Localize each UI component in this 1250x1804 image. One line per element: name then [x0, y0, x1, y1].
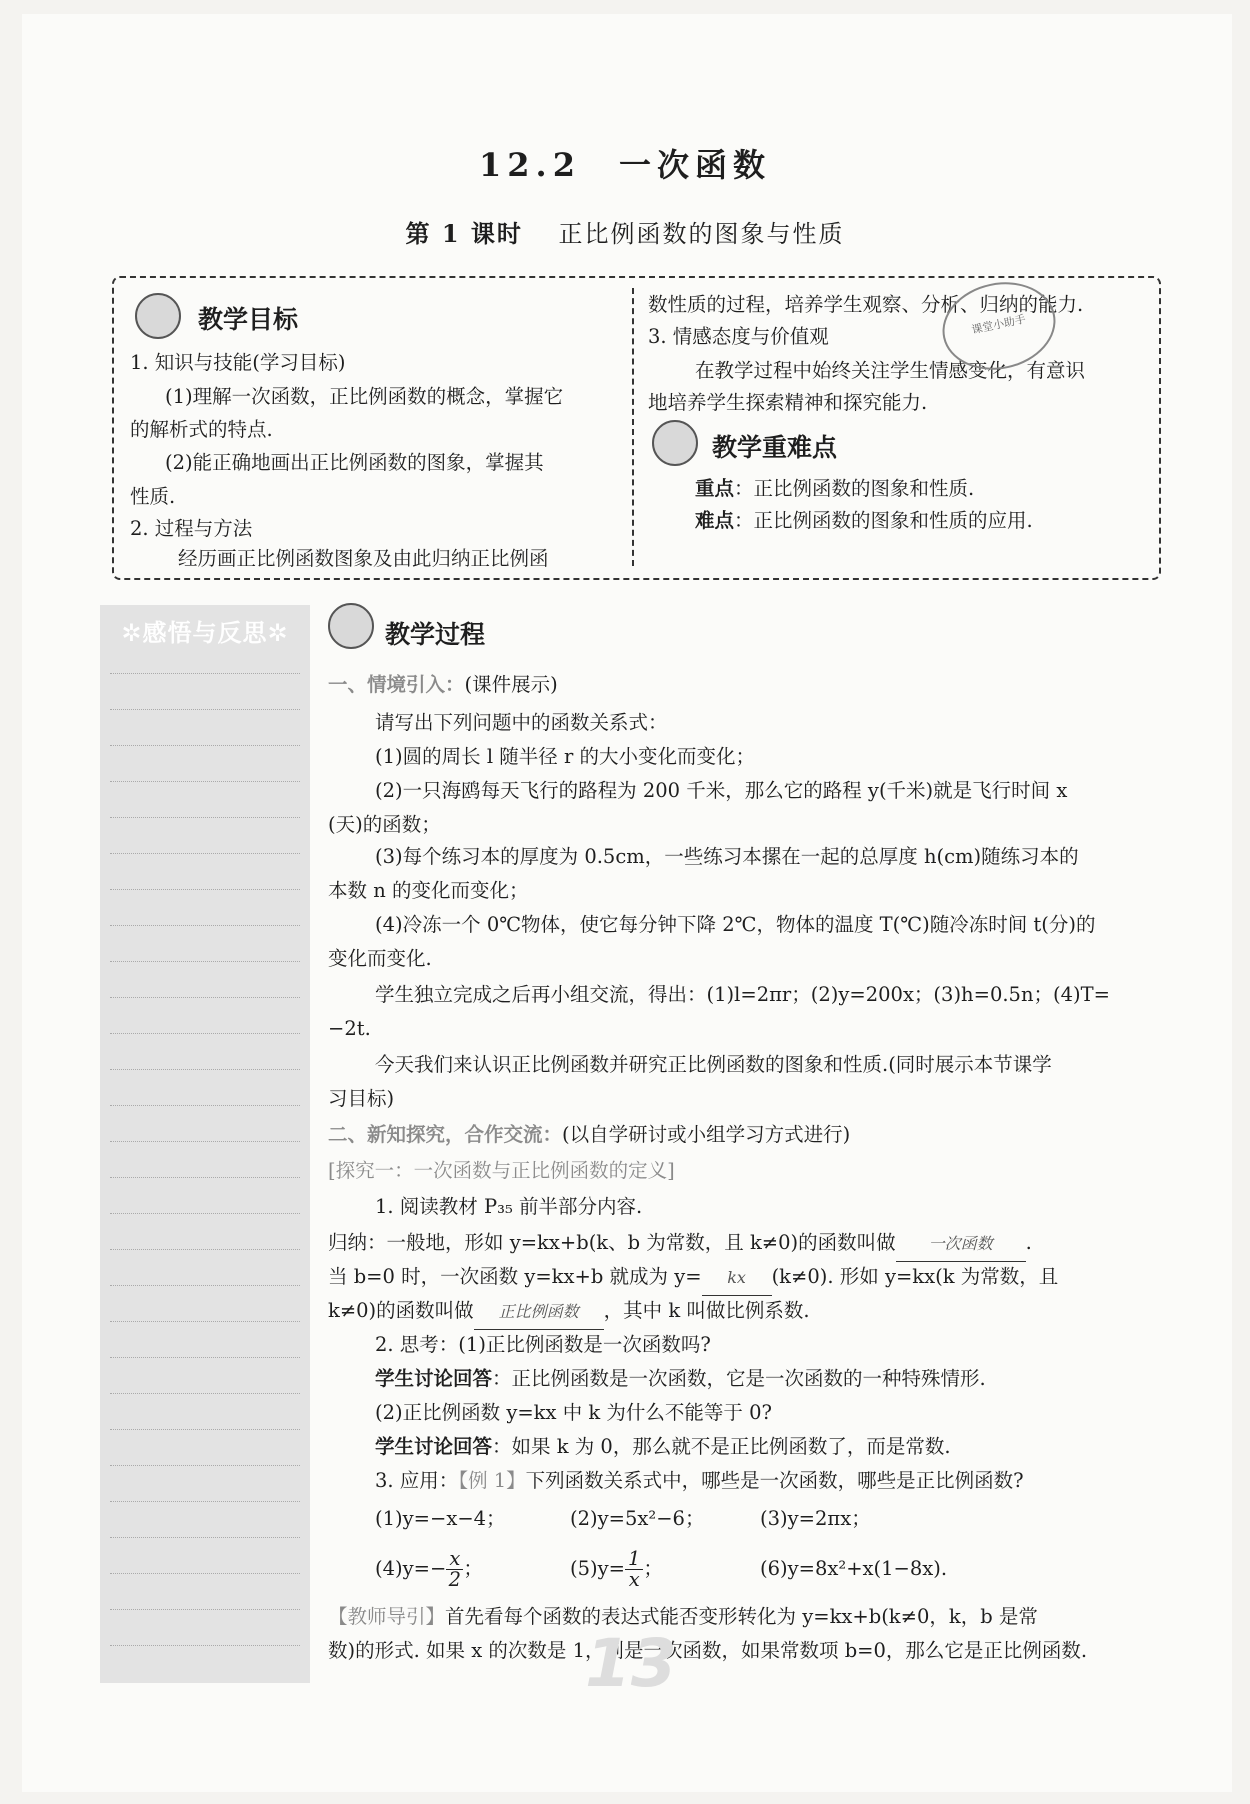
goal-k1-b-2: 性质.	[130, 485, 176, 508]
discussion-line-2	[375, 1430, 951, 1464]
reflection-sidebar	[100, 605, 310, 1683]
example-4	[375, 1545, 483, 1593]
induction-line-2	[328, 1260, 1058, 1296]
blank-proportional-function: 正比例函数	[474, 1295, 604, 1330]
s2-title-line	[328, 1118, 850, 1152]
keypoints-heading: 教学重难点	[712, 433, 838, 462]
note-line	[110, 1465, 300, 1466]
example-5-den: x	[628, 1568, 640, 1591]
induction-text-2a: 当 b=0 时，一次函数 y=kx+b 就成为 y=	[328, 1265, 702, 1288]
note-line	[110, 925, 300, 926]
note-line	[110, 1249, 300, 1250]
example-4-lead: (4)y=−	[375, 1557, 447, 1580]
goal-k1-b-1: (2)能正确地画出正比例函数的图象，掌握其	[165, 451, 544, 474]
apply-text-b: 下列函数关系式中，哪些是一次函数，哪些是正比例函数?	[525, 1469, 1024, 1492]
note-line	[110, 1033, 300, 1034]
discussion-label-1: 学生讨论回答	[375, 1367, 493, 1390]
keypoint-zd-text: ：正比例函数的图象和性质.	[734, 477, 975, 500]
induction-line-1	[328, 1226, 1032, 1262]
process-heading: 教学过程	[385, 620, 486, 649]
induction-line-3	[328, 1294, 810, 1330]
induction-text-3b: ，其中 k 叫做比例系数.	[603, 1299, 810, 1322]
goal-k1-a-1: (1)理解一次函数，正比例函数的概念，掌握它	[165, 385, 564, 408]
student-cap-icon	[328, 603, 374, 649]
reflection-heading: ✲感悟与反思✲	[121, 619, 289, 647]
today-line-1: 今天我们来认识正比例函数并研究正比例函数的图象和性质.(同时展示本节课学	[375, 1053, 1052, 1076]
goal-k3-2: 地培养学生探索精神和探究能力.	[648, 391, 928, 414]
induction-text-1a: 归纳：一般地，形如 y=kx+b(k、b 为常数，且 k≠0)的函数叫做	[328, 1231, 896, 1254]
guide-line-2: 数)的形式. 如果 x 的次数是 1，则是一次函数，如果常数项 b=0，那么它是正比例函数.	[328, 1639, 1088, 1662]
example-5-fraction	[625, 1549, 643, 1590]
example-4-den: 2	[448, 1568, 462, 1591]
guide-tag: 【教师导引】	[328, 1605, 446, 1628]
note-line	[110, 1357, 300, 1358]
student-thinking-icon	[652, 420, 698, 466]
q4-line-2: 变化而变化.	[328, 947, 432, 970]
goal-k2-title: 2. 过程与方法	[130, 517, 253, 540]
example-2: (2)y=5x²−6；	[570, 1507, 705, 1530]
note-line	[110, 709, 300, 710]
goal-k3-1: 在教学过程中始终关注学生情感变化，有意识	[695, 359, 1086, 382]
s1-note: (课件展示)	[464, 673, 558, 696]
note-line	[110, 745, 300, 746]
q3-line-2: 本数 n 的变化而变化；	[328, 879, 529, 902]
blank-kx: kx	[702, 1261, 772, 1296]
note-line	[110, 1537, 300, 1538]
helper-stamp: 课堂小助手	[934, 272, 1063, 380]
lesson-title: 正比例函数的图象与性质	[558, 220, 845, 248]
example-4-num: x	[446, 1549, 463, 1570]
lesson-number: 第 1 课时	[405, 219, 523, 248]
induction-text-1b: .	[1025, 1231, 1032, 1254]
example-5-tail: ；	[643, 1557, 663, 1580]
example-4-tail: ；	[463, 1557, 483, 1580]
note-line	[110, 1393, 300, 1394]
example-5-num: 1	[625, 1549, 643, 1570]
read-line: 1. 阅读教材 P₃₅ 前半部分内容.	[375, 1195, 643, 1218]
box-divider	[632, 288, 634, 566]
example-3: (3)y=2πx；	[760, 1507, 871, 1530]
discussion-line-1	[375, 1362, 986, 1396]
example-6: (6)y=8x²+x(1−8x).	[760, 1557, 948, 1580]
note-line	[110, 1501, 300, 1502]
q1-line: (1)圆的周长 l 随半径 r 的大小变化而变化；	[375, 745, 755, 768]
note-line	[110, 1429, 300, 1430]
goal-k3-title: 3. 情感态度与价值观	[648, 325, 829, 348]
note-line	[110, 1069, 300, 1070]
note-line	[110, 1285, 300, 1286]
note-line	[110, 889, 300, 890]
note-line	[110, 781, 300, 782]
student-reading-icon	[135, 293, 181, 339]
goal-k1-title: 1. 知识与技能(学习目标)	[130, 351, 346, 374]
note-line	[110, 961, 300, 962]
note-line	[110, 997, 300, 998]
page-number: 13	[585, 1625, 677, 1702]
example-5	[570, 1545, 663, 1593]
lesson-subtitle	[0, 214, 1250, 249]
today-line-2: 习目标)	[328, 1087, 395, 1110]
q3-line-1: (3)每个练习本的厚度为 0.5cm，一些练习本摞在一起的总厚度 h(cm)随练习本的	[375, 845, 1079, 868]
note-line	[110, 1645, 300, 1646]
section-title: 12.2 一次函数	[479, 146, 771, 184]
goal-k2-1: 经历画正比例函数图象及由此归纳正比例函	[178, 547, 549, 570]
goals-heading: 教学目标	[198, 305, 299, 334]
answer-line-1: 学生独立完成之后再小组交流，得出：(1)l=2πr；(2)y=200x；(3)h=0.5n；(4)T=	[375, 983, 1110, 1006]
note-line	[110, 817, 300, 818]
explore1-heading: [探究一：一次函数与正比例函数的定义]	[328, 1159, 675, 1182]
keypoint-zd	[695, 472, 974, 506]
blank-linear-function: 一次函数	[896, 1227, 1026, 1262]
think-line: 2. 思考：(1)正比例函数是一次函数吗?	[375, 1333, 711, 1356]
example-tag: 【例 1】	[458, 1469, 526, 1492]
note-line	[110, 673, 300, 674]
q2-line-1: (2)一只海鸥每天飞行的路程为 200 千米，那么它的路程 y(千米)就是飞行时间 x	[375, 779, 1068, 802]
ask-line: 请写出下列问题中的函数关系式：	[375, 711, 668, 734]
example-5-lead: (5)y=	[570, 1557, 625, 1580]
discussion-label-2: 学生讨论回答	[375, 1435, 493, 1458]
discussion-text-1: ：正比例函数是一次函数，它是一次函数的一种特殊情形.	[492, 1367, 986, 1390]
note-line	[110, 1105, 300, 1106]
keypoint-nd-text: ：正比例函数的图象和性质的应用.	[734, 509, 1033, 532]
guide-line-1	[328, 1600, 1038, 1634]
s1-title: 一、情境引入：	[328, 673, 465, 696]
answer-line-2: −2t.	[328, 1017, 371, 1040]
discussion-text-2: ：如果 k 为 0，那么就不是正比例函数了，而是常数.	[492, 1435, 951, 1458]
note-line	[110, 1609, 300, 1610]
example-1: (1)y=−x−4；	[375, 1507, 506, 1530]
apply-line	[375, 1464, 1024, 1498]
example-4-fraction	[446, 1549, 463, 1590]
keypoint-zd-label: 重点	[695, 477, 735, 500]
q4-line-1: (4)冷冻一个 0℃物体，使它每分钟下降 2℃，物体的温度 T(℃)随冷冻时间 t(分)的	[375, 913, 1096, 936]
s2-note: (以自学研讨或小组学习方式进行)	[562, 1123, 851, 1146]
goal-k2-2: 数性质的过程，培养学生观察、分析、归纳的能力.	[648, 293, 1084, 316]
s1-title-line	[328, 668, 558, 702]
guide-text-1: 首先看每个函数的表达式能否变形转化为 y=kx+b(k≠0，k，b 是常	[445, 1605, 1038, 1628]
keypoint-nd	[695, 504, 1033, 538]
note-line	[110, 1573, 300, 1574]
note-line	[110, 1141, 300, 1142]
induction-text-3a: k≠0)的函数叫做	[328, 1299, 474, 1322]
note-line	[110, 853, 300, 854]
induction-text-2b: (k≠0). 形如 y=kx(k 为常数，且	[771, 1265, 1059, 1288]
note-line	[110, 1321, 300, 1322]
apply-text-a: 3. 应用：	[375, 1469, 459, 1492]
s2-title: 二、新知探究，合作交流：	[328, 1123, 563, 1146]
note-line	[110, 1213, 300, 1214]
keypoint-nd-label: 难点	[695, 509, 735, 532]
note-line	[110, 1177, 300, 1178]
think2-line: (2)正比例函数 y=kx 中 k 为什么不能等于 0?	[375, 1401, 772, 1424]
q2-line-2: (天)的函数；	[328, 813, 441, 836]
goal-k1-a-2: 的解析式的特点.	[130, 418, 273, 441]
